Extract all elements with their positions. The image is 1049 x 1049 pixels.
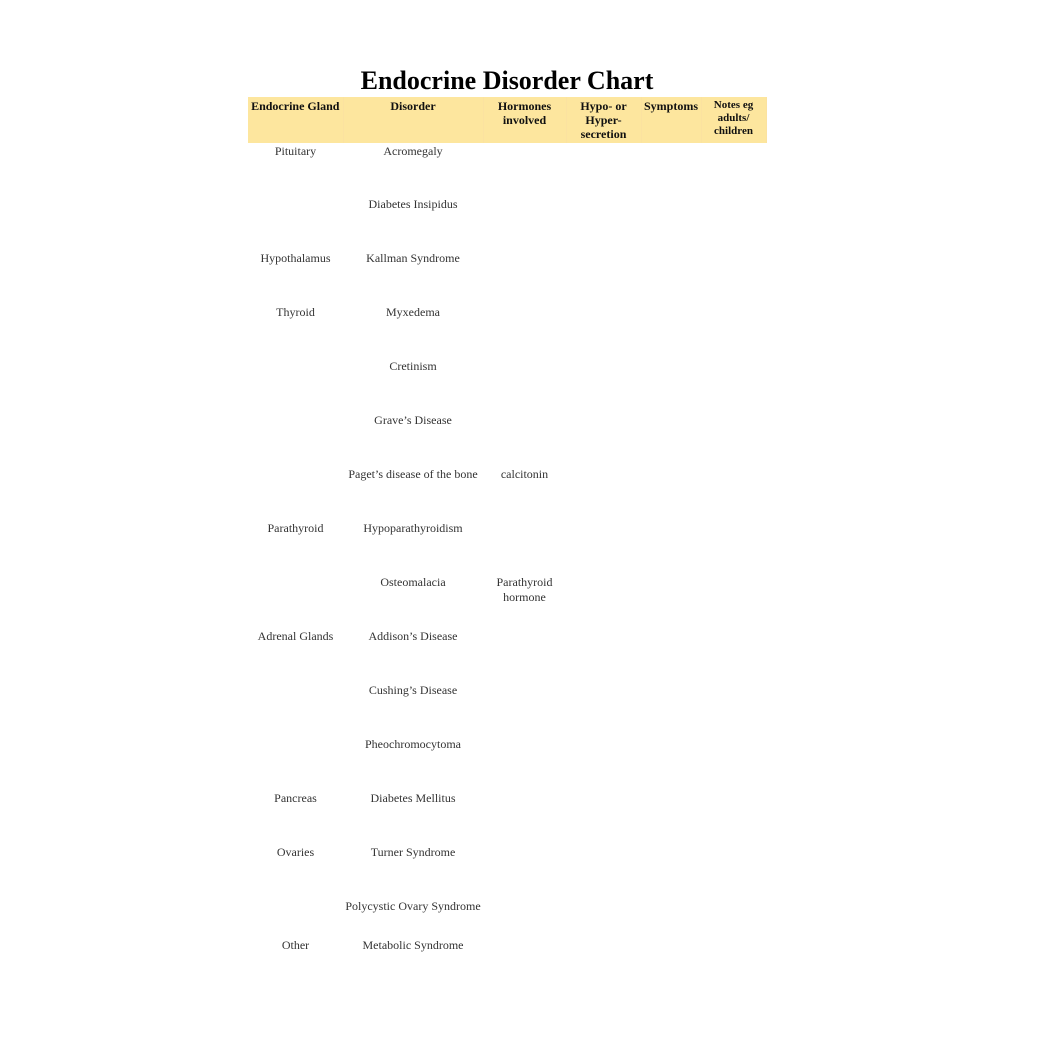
table-row xyxy=(248,575,766,629)
table-row xyxy=(248,143,766,197)
secretion-cell xyxy=(566,467,641,521)
symptoms-cell xyxy=(641,251,701,305)
notes-cell xyxy=(701,791,766,845)
secretion-cell xyxy=(566,899,641,938)
secretion-cell xyxy=(566,521,641,575)
disorder-cell: Cretinism xyxy=(389,359,437,373)
gland-cell xyxy=(248,737,343,791)
table-row xyxy=(248,629,766,683)
gland-cell xyxy=(248,899,343,938)
notes-cell xyxy=(701,251,766,305)
secretion-cell xyxy=(566,413,641,467)
symptoms-cell xyxy=(641,899,701,938)
symptoms-cell xyxy=(641,683,701,737)
notes-cell xyxy=(701,413,766,467)
hormones-cell: Parathyroid hormone xyxy=(496,575,553,604)
notes-cell xyxy=(701,899,766,938)
disorder-cell: Diabetes Mellitus xyxy=(370,791,456,805)
symptoms-cell xyxy=(641,845,701,899)
notes-cell xyxy=(701,197,766,251)
secretion-cell xyxy=(566,737,641,791)
symptoms-cell xyxy=(641,467,701,521)
gland-cell xyxy=(248,683,343,737)
page-title: Endocrine Disorder Chart xyxy=(360,66,654,95)
disorder-cell: Grave’s Disease xyxy=(374,413,452,427)
disorder-cell: Osteomalacia xyxy=(380,575,446,589)
symptoms-cell xyxy=(641,938,701,968)
hormones-cell xyxy=(483,251,566,305)
symptoms-cell xyxy=(641,359,701,413)
secretion-cell xyxy=(566,791,641,845)
hormones-cell xyxy=(483,521,566,575)
gland-cell xyxy=(248,197,343,251)
gland-cell xyxy=(248,575,343,629)
table-row xyxy=(248,197,766,251)
disorder-cell: Paget’s disease of the bone xyxy=(348,467,478,481)
notes-cell xyxy=(701,737,766,791)
symptoms-cell xyxy=(641,575,701,629)
column-header-disorder: Disorder xyxy=(343,97,483,143)
secretion-cell xyxy=(566,629,641,683)
disorder-cell: Cushing’s Disease xyxy=(368,683,458,697)
symptoms-cell xyxy=(641,737,701,791)
symptoms-cell xyxy=(641,197,701,251)
symptoms-cell xyxy=(641,143,701,197)
secretion-cell xyxy=(566,938,641,968)
table-row xyxy=(248,683,766,737)
table-row xyxy=(248,359,766,413)
disorder-cell: Kallman Syndrome xyxy=(366,251,460,265)
gland-cell: Adrenal Glands xyxy=(257,629,334,643)
table-row xyxy=(248,413,766,467)
gland-cell xyxy=(248,467,343,521)
table-row xyxy=(248,899,766,938)
notes-cell xyxy=(701,683,766,737)
disorder-cell: Addison’s Disease xyxy=(368,629,458,643)
hormones-cell: calcitonin xyxy=(500,467,549,481)
hormones-cell xyxy=(483,359,566,413)
notes-cell xyxy=(701,467,766,521)
gland-cell xyxy=(248,413,343,467)
symptoms-cell xyxy=(641,791,701,845)
hormones-cell xyxy=(483,305,566,359)
gland-cell: Ovaries xyxy=(276,845,315,859)
table-row xyxy=(248,737,766,791)
secretion-cell xyxy=(566,575,641,629)
column-header-gland: Endocrine Gland xyxy=(248,97,343,143)
notes-cell xyxy=(701,575,766,629)
hormones-cell xyxy=(483,629,566,683)
column-header-secretion: Hypo- or Hyper-secretion xyxy=(566,97,641,143)
symptoms-cell xyxy=(641,521,701,575)
table-row xyxy=(248,938,766,968)
gland-cell: Hypothalamus xyxy=(260,251,331,265)
table-row xyxy=(248,521,766,575)
notes-cell xyxy=(701,305,766,359)
column-header-symptoms: Symptoms xyxy=(641,97,701,143)
column-header-notes: Notes eg adults/ children xyxy=(701,97,766,143)
table-row xyxy=(248,251,766,305)
gland-cell: Pituitary xyxy=(274,144,317,158)
notes-cell xyxy=(701,629,766,683)
hormones-cell xyxy=(483,845,566,899)
secretion-cell xyxy=(566,359,641,413)
gland-cell xyxy=(248,359,343,413)
hormones-cell xyxy=(483,413,566,467)
hormones-cell xyxy=(483,938,566,968)
column-header-hormones: Hormones involved xyxy=(483,97,566,143)
symptoms-cell xyxy=(641,305,701,359)
table-row xyxy=(248,305,766,359)
gland-cell: Pancreas xyxy=(274,791,317,805)
disorder-cell: Metabolic Syndrome xyxy=(362,938,464,952)
secretion-cell xyxy=(566,197,641,251)
table-header-row xyxy=(248,97,766,143)
secretion-cell xyxy=(566,683,641,737)
disorder-cell: Turner Syndrome xyxy=(370,845,456,859)
endocrine-disorder-table xyxy=(248,97,767,968)
disorder-cell: Myxedema xyxy=(386,305,440,319)
notes-cell xyxy=(701,845,766,899)
symptoms-cell xyxy=(641,629,701,683)
disorder-cell: Diabetes Insipidus xyxy=(368,197,458,211)
symptoms-cell xyxy=(641,413,701,467)
hormones-cell xyxy=(483,683,566,737)
hormones-cell xyxy=(483,197,566,251)
hormones-cell xyxy=(483,899,566,938)
table-row xyxy=(248,467,766,521)
disorder-cell: Hypoparathyroidism xyxy=(363,521,463,535)
table-body xyxy=(248,143,766,968)
disorder-cell: Acromegaly xyxy=(383,144,443,158)
notes-cell xyxy=(701,359,766,413)
gland-cell: Thyroid xyxy=(276,305,315,319)
table-row xyxy=(248,791,766,845)
secretion-cell xyxy=(566,143,641,197)
secretion-cell xyxy=(566,845,641,899)
notes-cell xyxy=(701,521,766,575)
hormones-cell xyxy=(483,143,566,197)
hormones-cell xyxy=(483,791,566,845)
table-row xyxy=(248,845,766,899)
secretion-cell xyxy=(566,251,641,305)
gland-cell: Parathyroid xyxy=(267,521,324,535)
hormones-cell xyxy=(483,737,566,791)
secretion-cell xyxy=(566,305,641,359)
disorder-cell: Polycystic Ovary Syndrome xyxy=(345,899,481,913)
gland-cell: Other xyxy=(281,938,310,952)
notes-cell xyxy=(701,938,766,968)
notes-cell xyxy=(701,143,766,197)
disorder-cell: Pheochromocytoma xyxy=(365,737,461,751)
